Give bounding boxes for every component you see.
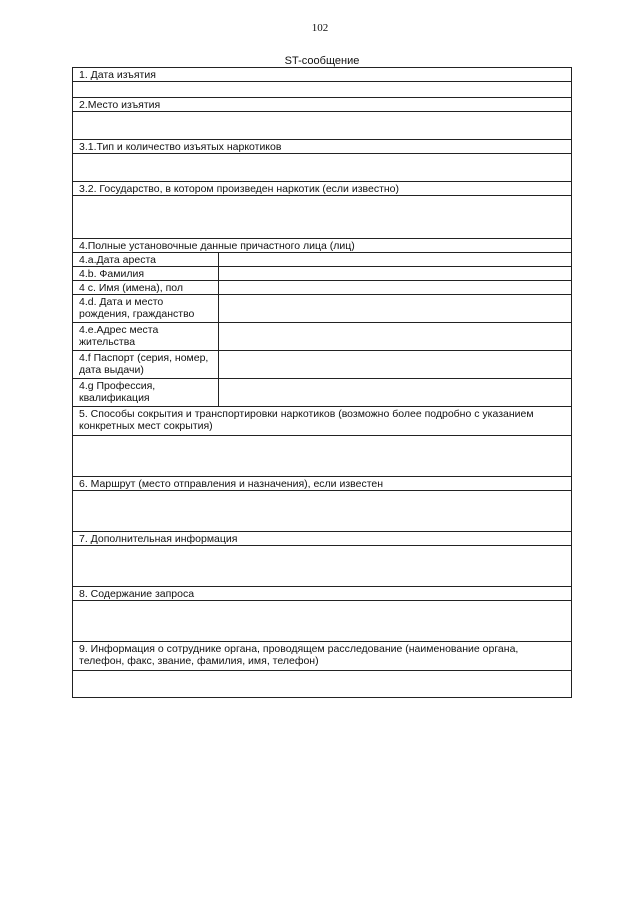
section-3-1-label: 3.1.Тип и количество изъятых наркотиков	[73, 140, 571, 154]
section-4b-label: 4.b. Фамилия	[73, 267, 219, 280]
section-4g-label: 4.g Профессия, квалификация	[73, 379, 219, 406]
section-6-field[interactable]	[73, 491, 571, 532]
section-6-label: 6. Маршрут (место отправления и назначения), если известен	[73, 477, 571, 491]
section-1-label: 1. Дата изъятия	[73, 68, 571, 82]
section-4e-row	[73, 323, 571, 351]
section-4f-label: 4.f Паспорт (серия, номер, дата выдачи)	[73, 351, 219, 378]
section-3-2-field[interactable]	[73, 196, 571, 239]
section-4f-field[interactable]	[219, 351, 571, 378]
section-4f-row	[73, 351, 571, 379]
section-4d-field[interactable]	[219, 295, 571, 322]
section-2-label: 2.Место изъятия	[73, 98, 571, 112]
section-4b-field[interactable]	[219, 267, 571, 280]
section-4e-label: 4.e.Адрес места жительства	[73, 323, 219, 350]
section-3-1-field[interactable]	[73, 154, 571, 182]
section-7-field[interactable]	[73, 546, 571, 587]
page-number: 102	[311, 22, 329, 34]
section-4c-label: 4 c. Имя (имена), пол	[73, 281, 219, 294]
section-4a-row	[73, 253, 571, 267]
section-1-field[interactable]	[73, 82, 571, 98]
section-4c-field[interactable]	[219, 281, 571, 294]
section-8-field[interactable]	[73, 601, 571, 642]
section-3-2-label: 3.2. Государство, в котором произведен наркотик (если известно)	[73, 182, 571, 196]
section-4a-label: 4.a.Дата ареста	[73, 253, 219, 266]
section-4b-row	[73, 267, 571, 281]
st-message-form	[72, 67, 572, 698]
section-4g-field[interactable]	[219, 379, 571, 406]
section-4-label: 4.Полные установочные данные причастного лица (лиц)	[73, 239, 571, 253]
section-5-label: 5. Способы сокрытия и транспортировки наркотиков (возможно более подробно с указанием конкретных мест сокрытия)	[73, 407, 571, 436]
section-4c-row	[73, 281, 571, 295]
form-title: ST-сообщение	[284, 55, 360, 67]
section-4e-field[interactable]	[219, 323, 571, 350]
section-4a-field[interactable]	[219, 253, 571, 266]
section-8-label: 8. Содержание запроса	[73, 587, 571, 601]
section-9-field[interactable]	[73, 671, 571, 697]
section-4d-label: 4.d. Дата и место рождения, гражданство	[73, 295, 219, 322]
section-9-label: 9. Информация о сотруднике органа, проводящем расследование (наименование органа, телефон, факс, звание, фамилия, имя, телефон)	[73, 642, 571, 671]
section-7-label: 7. Дополнительная информация	[73, 532, 571, 546]
section-5-field[interactable]	[73, 436, 571, 477]
section-4d-row	[73, 295, 571, 323]
section-2-field[interactable]	[73, 112, 571, 140]
section-4g-row	[73, 379, 571, 407]
